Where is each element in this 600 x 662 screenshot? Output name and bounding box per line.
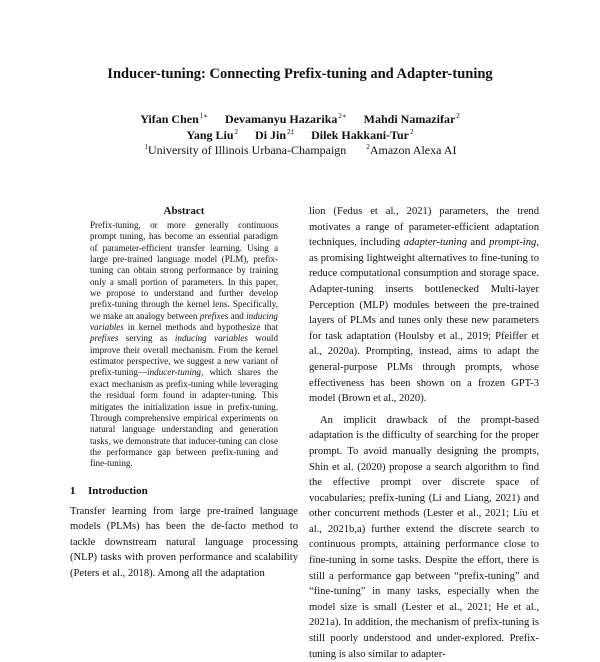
- body-paragraph: lion (Fedus et al., 2021) parameters, the trend motivates a range of parameter-efficient adaptation techniques, including adapter-tuning and prompt-ing, as promising lightweight alternatives to fine-tuning to reduce computational consumption and storage space. Adapter-tuning inserts bottlenecked Multi-layer Perception (MLP) modules between the pre-trained layers of PLMs and tunes only these new parameters for task adaptation (Houlsby et al., 2019; Pfeiffer et al., 2020a). Prompting, instead, aims to adapt the general-purpose PLMs through prompts, whose effectiveness has been shown on a frozen GPT-3 model (Brown et al., 2020).: [309, 206, 539, 405]
- author-name: Di Jin$^{2\ddagger}$: [255, 127, 295, 142]
- author-name: Devamanyu Hazarika$^{2∗}$: [225, 112, 347, 126]
- paper-title: Inducer-tuning: Connecting Prefix-tuning and Adapter-tuning: [107, 66, 493, 82]
- author-name: Mahdi Namazifar$^2$: [363, 112, 460, 126]
- abstract-heading: Abstract: [163, 205, 205, 217]
- author-line-2: [0, 128, 600, 144]
- author-name: Dilek Hakkani-Tur$^2$: [311, 127, 414, 142]
- affiliation: $^2$Amazon Alexa AI: [366, 143, 457, 157]
- affiliation: $^1$University of Illinois Urbana-Champaign: [144, 143, 347, 157]
- author-name: Yang Liu$^2$: [186, 127, 239, 142]
- abstract-text: Prefix-tuning, or more generally continuous prompt tuning, has become an essential paradigm of parameter-efficient transfer learning. Using a large pre-trained language model (PLM), prefix-tuning can obtain strong performance by training only a small portion of parameters. In this paper, we propose to understand and further develop prefix-tuning through the kernel lens. Specifically, we make an analogy between prefixes and inducing variables in kernel methods and hypothesize that prefixes serving as inducing variables would improve their overall mechanism. From the kernel estimator perspective, we suggest a new variant of prefix-tuning—inducer-tuning, which shares the exact mechanism as prefix-tuning while leveraging the residual form found in adapter-tuning. This mitigates the initialization issue in prefix-tuning. Through comprehensive empirical experiments on natural language understanding and generation tasks, we demonstrate that inducer-tuning can close the performance gap between prefix-tuning and fine-tuning.: [90, 220, 278, 469]
- body-paragraph: An implicit drawback of the prompt-based adaptation is the difficulty of searching for the proper prompt. To avoid manually designing the prompts, Shin et al. (2020) propose a search algorithm to find the effective prompt over discrete space of vocabularies; prefix-tuning (Li and Liang, 2021) and other concurrent methods (Lester et al., 2021; Liu et al., 2021b,a) further extend the discrete search to continuous prompts, attaining performance close to fine-tuning in some tasks. Despite the effort, there is still a performance gap between “prefix-tuning” and “fine-tuning” in many tasks, especially when the model size is small (Lester et al., 2021; He et al., 2021a). In addition, the mechanism of prefix-tuning is still poorly understood and under-explored. Prefix-tuning is also similar to adapter-: [309, 414, 539, 660]
- author-block: [0, 112, 600, 159]
- section-heading-introduction: 1 Introduction: [70, 484, 148, 497]
- introduction-text: Transfer learning from large pre-trained language models (PLMs) has been the de-facto method to tackle downstream natural language processing (NLP) tasks with proven performance and scalability (Peters et al., 2018). Among all the adaptation: [70, 505, 298, 579]
- author-name: Yifan Chen$^{1∗}$: [140, 112, 209, 126]
- author-line-1: [0, 112, 600, 128]
- right-column: [309, 204, 539, 662]
- affiliation-line: [0, 143, 600, 159]
- left-column: [70, 204, 298, 582]
